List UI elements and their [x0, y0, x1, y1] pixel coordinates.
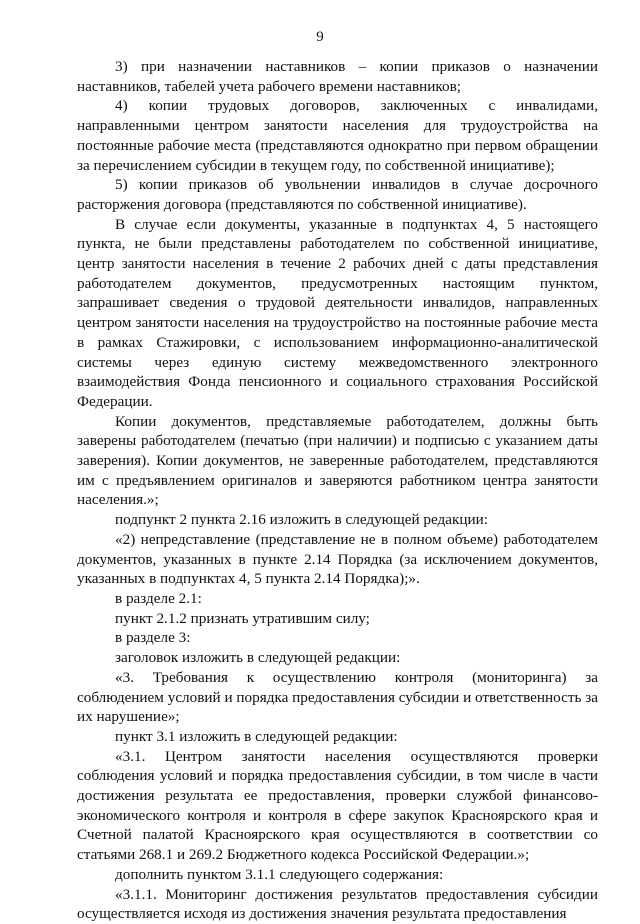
paragraph-point-2-1-2: пункт 2.1.2 признать утратившим силу;	[115, 609, 370, 627]
paragraph-heading-instruction: заголовок изложить в следующей редакции:	[115, 649, 401, 667]
paragraph-documents-request: В случае если документы, указанные в подпунктах 4, 5 настоящего пункта, не были представлены работодателем по собственной инициативе, центр занятости населения в течение 2 рабочих дней с даты представления работодателем документов, предусмотренных настоящим пунктом, запрашивает сведения о трудовой деятельности инвалидов, направленных центром занятости населения на трудоустройство на постоянные рабочие места в рамках Стажировки, с использованием информационно-аналитической системы через единую систему межведомственного электронного взаимодействия Фонда пенсионного и социального страхования Российской Федерации.	[77, 215, 598, 410]
paragraph-copies-certification: Копии документов, представляемые работодателем, должны быть заверены работодателем (печатью (при наличии) и подписью с указанием даты заверения). Копии документов, не заверенные работодателем, представляются им с предъявлением оригиналов и заверяются работником центра занятости населения.»;	[77, 412, 598, 509]
paragraph-amend-3-1: пункт 3.1 изложить в следующей редакции:	[115, 727, 398, 745]
paragraph-item-3: 3) при назначении наставников – копии приказов о назначении наставников, табелей учета рабочего времени наставников;	[77, 58, 598, 95]
page-number: 9	[316, 29, 324, 45]
paragraph-section-2-1: в разделе 2.1:	[115, 589, 202, 607]
paragraph-section-3: в разделе 3:	[115, 629, 191, 647]
paragraph-amend-2-16: подпункт 2 пункта 2.16 изложить в следующей редакции:	[115, 511, 488, 529]
document-body	[77, 57, 598, 924]
paragraph-new-point-3-1-1: «3.1.1. Мониторинг достижения результатов предоставления субсидии осуществляется исходя из достижения значения результата предоставления	[77, 885, 598, 923]
paragraph-new-heading-3: «3. Требования к осуществлению контроля (мониторинга) за соблюдением условий и порядка предоставления субсидии и ответственность за их нарушение»;	[77, 668, 598, 726]
paragraph-item-5: 5) копии приказов об увольнении инвалидов в случае досрочного расторжения договора (представляются по собственной инициативе).	[77, 176, 598, 213]
paragraph-add-3-1-1: дополнить пунктом 3.1.1 следующего содержания:	[115, 865, 444, 883]
paragraph-new-subpoint-2: «2) непредставление (представление не в полном объеме) работодателем документов, указанных в пункте 2.14 Порядка (за исключением документов, указанных в подпунктах 4, 5 пункта 2.14 Порядка);».	[77, 530, 598, 588]
paragraph-new-point-3-1: «3.1. Центром занятости населения осуществляются проверки соблюдения условий и порядка предоставления субсидии, в том числе в части достижения результата ее предоставления, проверки службой финансово-экономического контроля и контроля в сфере закупок Красноярского края и Счетной палатой Красноярского края осуществляются в соответствии со статьями 268.1 и 269.2 Бюджетного кодекса Российской Федерации.»;	[77, 747, 598, 864]
paragraph-item-4: 4) копии трудовых договоров, заключенных с инвалидами, направленными центром занятости населения для трудоустройства на постоянные рабочие места (представляются однократно при первом обращении за перечислением субсидии в текущем году, по собственной инициативе);	[77, 97, 598, 174]
